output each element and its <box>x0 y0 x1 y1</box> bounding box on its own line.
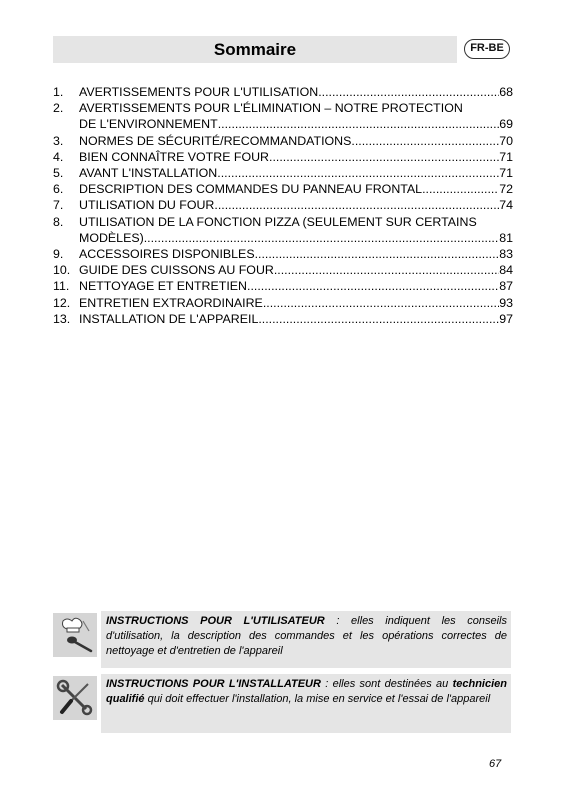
wrench-screwdriver-icon <box>53 676 97 720</box>
toc-entry-title: GUIDE DES CUISSONS AU FOUR <box>79 263 274 278</box>
toc-entry-number: 1. <box>53 85 64 99</box>
page-title: Sommaire <box>213 40 297 59</box>
toc-entry-page: 68 <box>499 85 513 99</box>
toc-entry-page: 72 <box>499 182 513 197</box>
table-of-contents <box>53 84 513 327</box>
toc-entry-title: MODÈLES) <box>79 230 144 245</box>
toc-entry-number: 11. <box>53 279 70 294</box>
toc-entry-number: 10. <box>53 263 71 278</box>
toc-entry-number: 6. <box>53 182 64 197</box>
qualified-technician-text: technicien qualifié <box>106 678 507 705</box>
toc-entry-number: 4. <box>53 149 64 164</box>
toc-dot-leader <box>144 230 499 246</box>
toc-entry-title: NETTOYAGE ET ENTRETIEN <box>79 279 247 294</box>
toc-entry-page: 87 <box>499 279 513 294</box>
toc-entry-page: 70 <box>499 133 513 148</box>
toc-entry-title: INSTALLATION DE L'APPAREIL <box>79 311 259 326</box>
toc-entry-title: ACCESSOIRES DISPONIBLES <box>79 247 255 262</box>
toc-entry <box>53 311 513 327</box>
page-number: 67 <box>489 758 502 770</box>
toc-entry-page: 71 <box>499 166 513 181</box>
toc-entry-page: 71 <box>499 149 513 164</box>
toc-entry-title: AVERTISSEMENTS POUR L'UTILISATION <box>79 85 319 99</box>
installer-instructions-note <box>53 674 511 733</box>
toc-entry <box>53 246 513 262</box>
toc-dot-leader <box>351 133 499 149</box>
toc-entry <box>53 278 513 294</box>
toc-entry <box>53 181 513 197</box>
toc-entry-page: 84 <box>499 263 513 278</box>
toc-entry <box>53 214 513 246</box>
toc-entry-page: 69 <box>499 117 513 132</box>
toc-entry-page: 97 <box>499 311 513 326</box>
toc-dot-leader <box>258 311 499 327</box>
toc-entry <box>53 84 513 100</box>
toc-dot-leader <box>263 295 499 311</box>
toc-entry-title: UTILISATION DE LA FONCTION PIZZA (SEULEMENT SUR CERTAINS <box>79 214 477 229</box>
toc-entry-title: DE L'ENVIRONNEMENT <box>79 117 218 132</box>
toc-entry <box>53 262 513 278</box>
user-instructions-text: INSTRUCTIONS POUR L'UTILISATEUR : elles indiquent les conseils d'utilisation, la description des commandes et les opérations correctes de nettoyage et d'entretien de l'appareil <box>101 611 511 668</box>
toc-dot-leader <box>255 246 500 262</box>
toc-entry-number: 9. <box>53 247 64 262</box>
toc-entry-title: DESCRIPTION DES COMMANDES DU PANNEAU FRONTAL <box>79 182 423 197</box>
toc-entry-title: ENTRETIEN EXTRAORDINAIRE <box>79 295 263 310</box>
toc-entry-title: BIEN CONNAÎTRE VOTRE FOUR <box>79 149 270 164</box>
toc-dot-leader <box>318 84 499 100</box>
toc-entry-number: 13. <box>53 311 71 326</box>
toc-entry-page: 74 <box>499 198 513 213</box>
toc-entry-title: AVERTISSEMENTS POUR L'ÉLIMINATION – NOTRE PROTECTION <box>79 101 463 116</box>
toc-dot-leader <box>214 197 499 213</box>
toc-entry <box>53 295 513 311</box>
language-badge: FR-BE <box>464 39 510 59</box>
toc-entry-title: UTILISATION DU FOUR <box>79 198 215 213</box>
toc-entry <box>53 149 513 165</box>
toc-entry-number: 2. <box>53 101 64 116</box>
toc-entry-page: 93 <box>499 295 513 310</box>
toc-entry-number: 7. <box>53 198 64 213</box>
chef-spoon-icon <box>53 613 97 657</box>
toc-entry <box>53 197 513 213</box>
toc-dot-leader <box>217 165 499 181</box>
toc-entry-page: 83 <box>499 247 513 262</box>
toc-entry <box>53 165 513 181</box>
toc-dot-leader <box>269 149 499 165</box>
toc-dot-leader <box>218 116 500 132</box>
user-instructions-note <box>53 611 511 668</box>
toc-entry-page: 81 <box>499 230 513 245</box>
toc-entry-number: 3. <box>53 133 64 148</box>
toc-dot-leader <box>422 181 499 197</box>
toc-dot-leader <box>247 278 499 294</box>
installer-instructions-label: INSTRUCTIONS POUR L'INSTALLATEUR <box>106 678 321 690</box>
installer-instructions-text: INSTRUCTIONS POUR L'INSTALLATEUR : elles sont destinées au technicien qualifié qui doit effectuer l'installation, la mise en service et l'essai de l'appareil <box>101 674 511 733</box>
toc-entry-number: 5. <box>53 166 64 181</box>
toc-entry <box>53 100 513 132</box>
toc-entry-number: 12. <box>53 295 71 310</box>
toc-entry-number: 8. <box>53 214 64 229</box>
toc-entry <box>53 133 513 149</box>
toc-entry-title: AVANT L'INSTALLATION <box>79 166 218 181</box>
toc-entry-title: NORMES DE SÉCURITÉ/RECOMMANDATIONS <box>79 133 352 148</box>
user-instructions-label: INSTRUCTIONS POUR L'UTILISATEUR <box>106 615 325 627</box>
page-title-bar <box>53 36 457 63</box>
toc-dot-leader <box>274 262 499 278</box>
